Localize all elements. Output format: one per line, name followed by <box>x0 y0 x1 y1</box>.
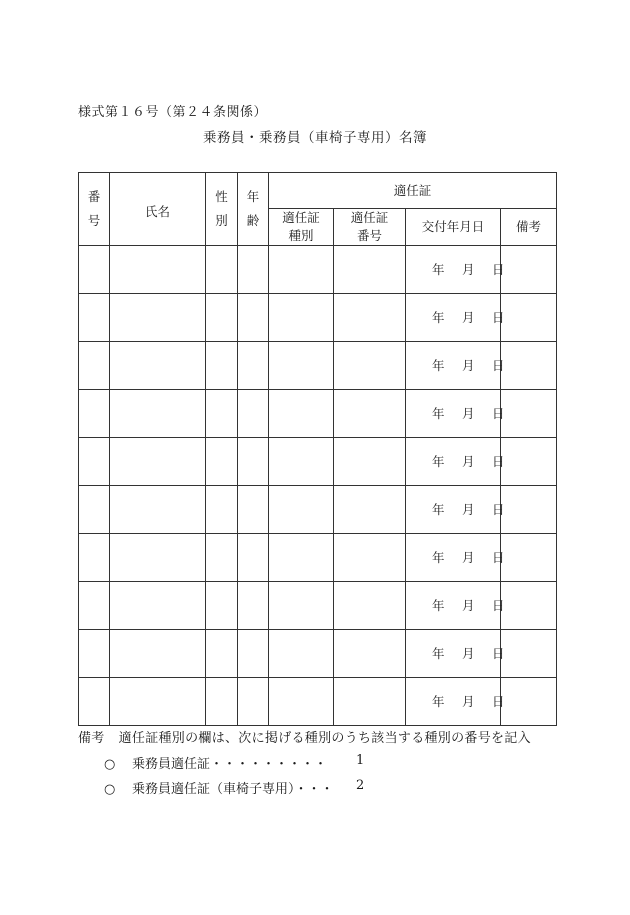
age-cell[interactable] <box>238 678 269 726</box>
date-unit-month: 月 <box>462 597 475 613</box>
issue-date-cell[interactable] <box>406 582 505 630</box>
sex-cell[interactable] <box>206 534 238 582</box>
name-cell[interactable] <box>110 246 206 294</box>
sex-cell[interactable] <box>206 438 238 486</box>
remarks-cell[interactable] <box>501 678 557 726</box>
date-unit-day: 日 <box>492 309 505 325</box>
age-cell[interactable] <box>238 390 269 438</box>
cert-type-cell[interactable] <box>269 390 334 438</box>
date-unit-month: 月 <box>462 261 475 277</box>
cert-number-cell[interactable] <box>334 534 406 582</box>
name-cell[interactable] <box>110 534 206 582</box>
remarks-cell[interactable] <box>501 294 557 342</box>
date-unit-month: 月 <box>462 693 475 709</box>
age-cell[interactable] <box>238 534 269 582</box>
cert-type-cell[interactable] <box>269 246 334 294</box>
date-unit-day: 日 <box>492 357 505 373</box>
table-row <box>79 246 557 294</box>
cert-type-cell[interactable] <box>269 342 334 390</box>
roster-body <box>79 246 557 726</box>
header-issue-date: 交付年月日 <box>406 209 501 246</box>
table-row <box>79 294 557 342</box>
date-unit-month: 月 <box>462 357 475 373</box>
age-cell[interactable] <box>238 582 269 630</box>
note-label: 備考 <box>78 731 105 746</box>
date-unit-day: 日 <box>492 693 505 709</box>
issue-date-cell[interactable] <box>406 342 505 390</box>
number-cell[interactable] <box>79 582 110 630</box>
cert-number-cell[interactable] <box>334 294 406 342</box>
number-cell[interactable] <box>79 678 110 726</box>
sex-cell[interactable] <box>206 246 238 294</box>
cert-option-1 <box>104 753 365 772</box>
header-row-top <box>79 173 557 209</box>
cert-option-label: 乗務員適任証（車椅子専用）・・・ <box>132 782 334 797</box>
sex-cell[interactable] <box>206 582 238 630</box>
cert-type-cell[interactable] <box>269 486 334 534</box>
date-unit-month: 月 <box>462 309 475 325</box>
date-unit-year: 年 <box>432 597 445 613</box>
date-unit-year: 年 <box>432 693 445 709</box>
date-unit-day: 日 <box>492 405 505 421</box>
cert-number-cell[interactable] <box>334 486 406 534</box>
cert-option-number: 2 <box>356 778 365 793</box>
issue-date-cell[interactable] <box>406 630 505 678</box>
number-cell[interactable] <box>79 486 110 534</box>
date-unit-day: 日 <box>492 549 505 565</box>
header-certificate: 適任証 <box>269 173 557 209</box>
sex-cell[interactable] <box>206 630 238 678</box>
header-cert-type: 適任証 種別 <box>269 209 334 246</box>
header-name: 氏名 <box>110 173 206 246</box>
remarks-cell[interactable] <box>501 342 557 390</box>
date-unit-year: 年 <box>432 645 445 661</box>
cert-number-cell[interactable] <box>334 438 406 486</box>
age-cell[interactable] <box>238 438 269 486</box>
name-cell[interactable] <box>110 390 206 438</box>
table-row <box>79 582 557 630</box>
date-unit-year: 年 <box>432 309 445 325</box>
issue-date-cell[interactable] <box>406 390 505 438</box>
name-cell[interactable] <box>110 630 206 678</box>
issue-date-cell[interactable] <box>406 438 505 486</box>
remarks-cell[interactable] <box>501 246 557 294</box>
age-cell[interactable] <box>238 630 269 678</box>
remarks-cell[interactable] <box>501 390 557 438</box>
date-unit-day: 日 <box>492 501 505 517</box>
header-age: 年 齢 <box>238 173 269 246</box>
date-unit-year: 年 <box>432 405 445 421</box>
number-cell[interactable] <box>79 390 110 438</box>
date-unit-month: 月 <box>462 453 475 469</box>
date-unit-day: 日 <box>492 261 505 277</box>
circle-bullet-icon: ○ <box>104 782 116 797</box>
cert-type-cell[interactable] <box>269 534 334 582</box>
table-row <box>79 630 557 678</box>
issue-date-cell[interactable] <box>406 486 505 534</box>
name-cell[interactable] <box>110 678 206 726</box>
issue-date-cell[interactable] <box>406 534 505 582</box>
date-unit-day: 日 <box>492 645 505 661</box>
name-cell[interactable] <box>110 582 206 630</box>
cert-number-cell[interactable] <box>334 342 406 390</box>
date-unit-day: 日 <box>492 453 505 469</box>
date-unit-month: 月 <box>462 645 475 661</box>
cert-number-cell[interactable] <box>334 582 406 630</box>
age-cell[interactable] <box>238 342 269 390</box>
age-cell[interactable] <box>238 294 269 342</box>
issue-date-cell[interactable] <box>406 246 505 294</box>
remarks-cell[interactable] <box>501 582 557 630</box>
table-row <box>79 342 557 390</box>
cert-type-cell[interactable] <box>269 630 334 678</box>
cert-number-cell[interactable] <box>334 678 406 726</box>
sex-cell[interactable] <box>206 294 238 342</box>
circle-bullet-icon: ○ <box>104 757 116 772</box>
remarks-cell[interactable] <box>501 534 557 582</box>
sex-cell[interactable] <box>206 390 238 438</box>
date-unit-month: 月 <box>462 405 475 421</box>
sex-cell[interactable] <box>206 678 238 726</box>
remarks-cell[interactable] <box>501 438 557 486</box>
note-line <box>78 727 531 746</box>
document-title: 乗務員・乗務員（車椅子専用）名簿 <box>203 130 427 146</box>
date-unit-month: 月 <box>462 549 475 565</box>
note-text: 適任証種別の欄は、次に掲げる種別のうち該当する種別の番号を記入 <box>118 731 531 746</box>
cert-type-cell[interactable] <box>269 294 334 342</box>
name-cell[interactable] <box>110 486 206 534</box>
cert-type-cell[interactable] <box>269 678 334 726</box>
cert-option-label: 乗務員適任証・・・・・・・・・ <box>132 757 328 772</box>
issue-date-cell[interactable] <box>406 294 505 342</box>
remarks-cell[interactable] <box>501 630 557 678</box>
name-cell[interactable] <box>110 438 206 486</box>
number-cell[interactable] <box>79 294 110 342</box>
date-unit-day: 日 <box>492 597 505 613</box>
remarks-cell[interactable] <box>501 486 557 534</box>
issue-date-cell[interactable] <box>406 678 505 726</box>
sex-cell[interactable] <box>206 486 238 534</box>
header-remarks: 備考 <box>501 209 557 246</box>
date-unit-month: 月 <box>462 501 475 517</box>
table-row <box>79 390 557 438</box>
age-cell[interactable] <box>238 246 269 294</box>
number-cell[interactable] <box>79 534 110 582</box>
date-unit-year: 年 <box>432 261 445 277</box>
number-cell[interactable] <box>79 438 110 486</box>
date-unit-year: 年 <box>432 501 445 517</box>
date-unit-year: 年 <box>432 549 445 565</box>
number-cell[interactable] <box>79 630 110 678</box>
table-row <box>79 678 557 726</box>
cert-number-cell[interactable] <box>334 246 406 294</box>
table-row <box>79 438 557 486</box>
header-sex: 性 別 <box>206 173 238 246</box>
cert-option-2 <box>104 778 365 797</box>
number-cell[interactable] <box>79 342 110 390</box>
cert-type-cell[interactable] <box>269 582 334 630</box>
cert-option-number: 1 <box>356 753 365 768</box>
cert-number-cell[interactable] <box>334 630 406 678</box>
form-number-label: 様式第１６号（第２４条関係） <box>78 105 268 120</box>
table-row <box>79 534 557 582</box>
roster-table <box>78 172 557 726</box>
date-unit-year: 年 <box>432 453 445 469</box>
cert-type-cell[interactable] <box>269 438 334 486</box>
date-unit-year: 年 <box>432 357 445 373</box>
number-cell[interactable] <box>79 246 110 294</box>
sex-cell[interactable] <box>206 342 238 390</box>
header-number: 番 号 <box>79 173 110 246</box>
age-cell[interactable] <box>238 486 269 534</box>
header-cert-number: 適任証 番号 <box>334 209 406 246</box>
cert-number-cell[interactable] <box>334 390 406 438</box>
table-row <box>79 486 557 534</box>
name-cell[interactable] <box>110 342 206 390</box>
name-cell[interactable] <box>110 294 206 342</box>
